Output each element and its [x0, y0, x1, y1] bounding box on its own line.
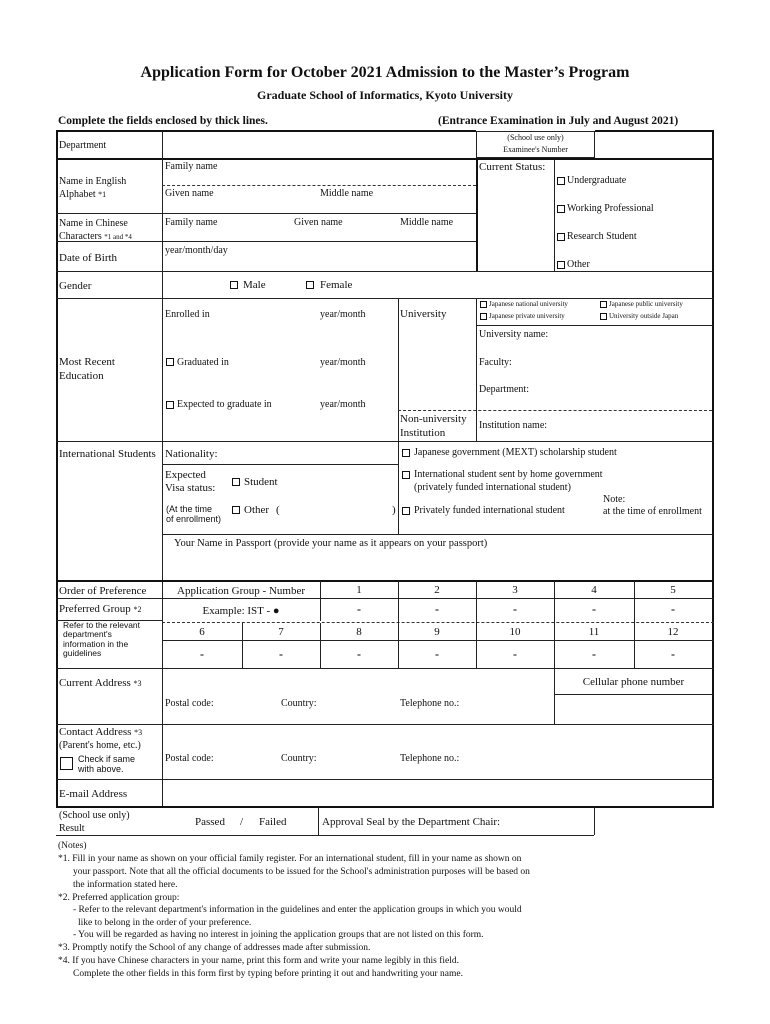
country-label: Country:	[281, 698, 317, 709]
note-line: *4. If you have Chinese characters in your name, print this form and write your name legibly in this field.	[58, 956, 460, 966]
pref-dash-9[interactable]: -	[435, 647, 439, 661]
parents-home-label: (Parent's home, etc.)	[59, 740, 141, 751]
visa-student-checkbox[interactable]	[232, 478, 240, 486]
nationality-label: Nationality:	[165, 448, 218, 460]
contact-telephone-label: Telephone no.:	[400, 753, 460, 764]
instruction-text: Complete the fields enclosed by thick lines.	[58, 115, 268, 127]
time-label-2: of enrollment)	[166, 514, 222, 524]
private-funded-label: Privately funded international student	[414, 505, 565, 516]
time-label: (At the time	[166, 504, 213, 514]
paren-close: )	[392, 504, 396, 516]
undergraduate-checkbox[interactable]	[557, 177, 565, 185]
other-status-checkbox[interactable]	[557, 261, 565, 269]
order-preference-label: Order of Preference	[59, 585, 147, 597]
note-line: - You will be regarded as having no interest in joining the application groups that are not listed on this form.	[73, 930, 484, 940]
research-student-label: Research Student	[567, 231, 637, 242]
paren-open: (	[276, 504, 280, 516]
pref-dash-4[interactable]: -	[592, 602, 596, 616]
female-checkbox[interactable]	[306, 281, 314, 289]
result-label: Result	[59, 823, 85, 834]
pref-dash-6[interactable]: -	[200, 647, 204, 661]
education-label: Most Recent	[59, 356, 115, 368]
name-chinese-label: Name in Chinese	[59, 218, 128, 229]
research-student-checkbox[interactable]	[557, 233, 565, 241]
outside-japan-label: University outside Japan	[609, 312, 679, 320]
public-univ-checkbox[interactable]	[600, 301, 607, 308]
male-label: Male	[243, 279, 266, 291]
working-professional-label: Working Professional	[567, 203, 654, 214]
exam-note: (Entrance Examination in July and August 2021)	[438, 115, 679, 127]
examinee-number-label: Examinee's Number	[503, 145, 568, 154]
chinese-given-name-label: Given name	[294, 217, 343, 228]
home-gov-label: International student sent by home government	[414, 469, 603, 480]
school-use-label: (School use only)	[507, 133, 564, 142]
home-gov-checkbox[interactable]	[402, 471, 410, 479]
pref-dash-11[interactable]: -	[592, 647, 596, 661]
visa-student-label: Student	[244, 476, 278, 488]
approval-seal-label: Approval Seal by the Department Chair:	[322, 816, 501, 828]
result-school-use-label: (School use only)	[59, 810, 130, 821]
pref-num-12: 12	[667, 626, 679, 638]
email-label: E-mail Address	[59, 788, 128, 800]
private-funded-checkbox[interactable]	[402, 507, 410, 515]
dob-label: Date of Birth	[59, 252, 118, 264]
current-status-label: Current Status:	[479, 161, 546, 173]
pref-num-1: 1	[356, 584, 362, 596]
enrolled-ym-label: year/month	[320, 309, 366, 320]
passed-label: Passed	[195, 816, 225, 828]
mext-label: Japanese government (MEXT) scholarship student	[414, 447, 617, 458]
note-line: - Refer to the relevant department's information in the guidelines and enter the application groups in which you would	[73, 905, 522, 915]
note-line: *1. Fill in your name as shown on your official family register. For an international student, fill in your name as shown on	[58, 854, 522, 864]
undergraduate-label: Undergraduate	[567, 175, 627, 186]
mext-checkbox[interactable]	[402, 449, 410, 457]
private-univ-label: Japanese private university	[489, 312, 565, 320]
dob-hint: year/month/day	[165, 245, 228, 256]
public-univ-label: Japanese public university	[609, 300, 683, 308]
refer-text: Refer to the relevant department's information in the guidelines	[63, 620, 141, 659]
chinese-family-name-label: Family name	[165, 217, 218, 228]
graduated-checkbox[interactable]	[166, 358, 174, 366]
given-name-label: Given name	[165, 188, 214, 199]
telephone-label: Telephone no.:	[400, 698, 460, 709]
visa-other-label: Other	[244, 504, 270, 516]
institution-label: Institution	[400, 427, 446, 439]
pref-dash-3[interactable]: -	[513, 602, 517, 616]
national-univ-label: Japanese national university	[489, 300, 568, 308]
pref-dash-5[interactable]: -	[671, 602, 675, 616]
visa-other-checkbox[interactable]	[232, 506, 240, 514]
pref-dash-10[interactable]: -	[513, 647, 517, 661]
postal-code-label: Postal code:	[165, 698, 214, 709]
university-name-label: University name:	[479, 329, 549, 340]
pref-num-4: 4	[591, 584, 597, 596]
visa-label: Expected	[165, 469, 206, 481]
same-address-checkbox[interactable]	[60, 757, 73, 770]
working-professional-checkbox[interactable]	[557, 205, 565, 213]
pref-num-2: 2	[434, 584, 440, 596]
pref-dash-8[interactable]: -	[357, 647, 361, 661]
pref-num-9: 9	[434, 626, 440, 638]
pref-num-10: 10	[509, 626, 521, 638]
pref-dash-2[interactable]: -	[435, 602, 439, 616]
outside-japan-checkbox[interactable]	[600, 313, 607, 320]
note-line: *3. Promptly notify the School of any change of addresses made after submission.	[58, 943, 371, 953]
email-input[interactable]	[164, 781, 710, 804]
pref-num-11: 11	[588, 626, 600, 638]
name-english-label: Name in English	[59, 176, 127, 187]
pref-num-3: 3	[512, 584, 518, 596]
education-label-2: Education	[59, 370, 104, 382]
department-input[interactable]	[164, 133, 472, 157]
note-label: Note:	[603, 494, 626, 505]
notes-title: (Notes)	[58, 841, 87, 851]
family-name-english-input[interactable]	[164, 172, 472, 184]
home-gov-label-2: (privately funded international student)	[414, 482, 571, 493]
app-group-header: Application Group - Number	[177, 585, 305, 597]
expected-ym-label: year/month	[320, 399, 366, 410]
expected-graduate-label: Expected to graduate in	[177, 399, 272, 410]
female-label: Female	[320, 279, 353, 291]
gender-label: Gender	[59, 280, 92, 292]
note-line: the information stated here.	[73, 880, 178, 890]
pref-num-6: 6	[199, 626, 205, 638]
department-label: Department	[59, 140, 107, 151]
department-edu-label: Department:	[479, 384, 529, 395]
current-address-label: Current Address *3	[59, 677, 142, 689]
intl-students-label: International Students	[59, 448, 156, 460]
non-university-label: Non-university	[400, 413, 467, 425]
pref-num-7: 7	[278, 626, 284, 638]
private-univ-checkbox[interactable]	[480, 313, 487, 320]
contact-postal-label: Postal code:	[165, 753, 214, 764]
page-title: Application Form for October 2021 Admission to the Master’s Program	[140, 64, 630, 81]
male-checkbox[interactable]	[230, 281, 238, 289]
faculty-label: Faculty:	[479, 357, 512, 368]
middle-name-label: Middle name	[320, 188, 374, 199]
pref-dash-1[interactable]: -	[357, 602, 361, 616]
pref-num-5: 5	[670, 584, 676, 596]
institution-name-label: Institution name:	[479, 420, 548, 431]
university-label: University	[400, 308, 447, 320]
graduated-ym-label: year/month	[320, 357, 366, 368]
visa-label-2: Visa status:	[165, 482, 216, 494]
note-line: your passport. Note that all the official documents to be issued for the School's administration purposes will be based on	[73, 867, 530, 877]
result-slash: /	[240, 816, 244, 828]
preferred-group-label: Preferred Group *2	[59, 603, 142, 615]
pref-dash-12[interactable]: -	[671, 647, 675, 661]
national-univ-checkbox[interactable]	[480, 301, 487, 308]
note-line: Complete the other fields in this form first by typing before printing it out and handwriting your name.	[73, 969, 463, 979]
contact-country-label: Country:	[281, 753, 317, 764]
passport-name-label: Your Name in Passport (provide your name as it appears on your passport)	[174, 538, 488, 549]
other-status-label: Other	[567, 259, 590, 270]
page-subtitle: Graduate School of Informatics, Kyoto University	[257, 88, 513, 102]
graduated-in-label: Graduated in	[177, 357, 229, 368]
name-english-label-2: Alphabet *1	[59, 189, 107, 200]
chinese-middle-name-label: Middle name	[400, 217, 454, 228]
note-line: like to belong in the order of your preference.	[78, 918, 252, 928]
note-line: *2. Preferred application group:	[58, 893, 180, 903]
note-label-2: at the time of enrollment	[603, 506, 702, 517]
pref-dash-7[interactable]: -	[279, 647, 283, 661]
same-address-label: Check if same with above.	[78, 754, 136, 774]
expected-graduate-checkbox[interactable]	[166, 401, 174, 409]
example-text: Example: IST - ●	[202, 605, 280, 617]
enrolled-in-label: Enrolled in	[165, 309, 210, 320]
family-name-label: Family name	[165, 161, 218, 172]
contact-address-label: Contact Address *3	[59, 726, 143, 738]
name-chinese-label-2: Characters *1 and *4	[59, 231, 132, 242]
pref-num-8: 8	[356, 626, 362, 638]
cell-phone-label: Cellular phone number	[582, 676, 685, 688]
failed-label: Failed	[259, 816, 287, 828]
